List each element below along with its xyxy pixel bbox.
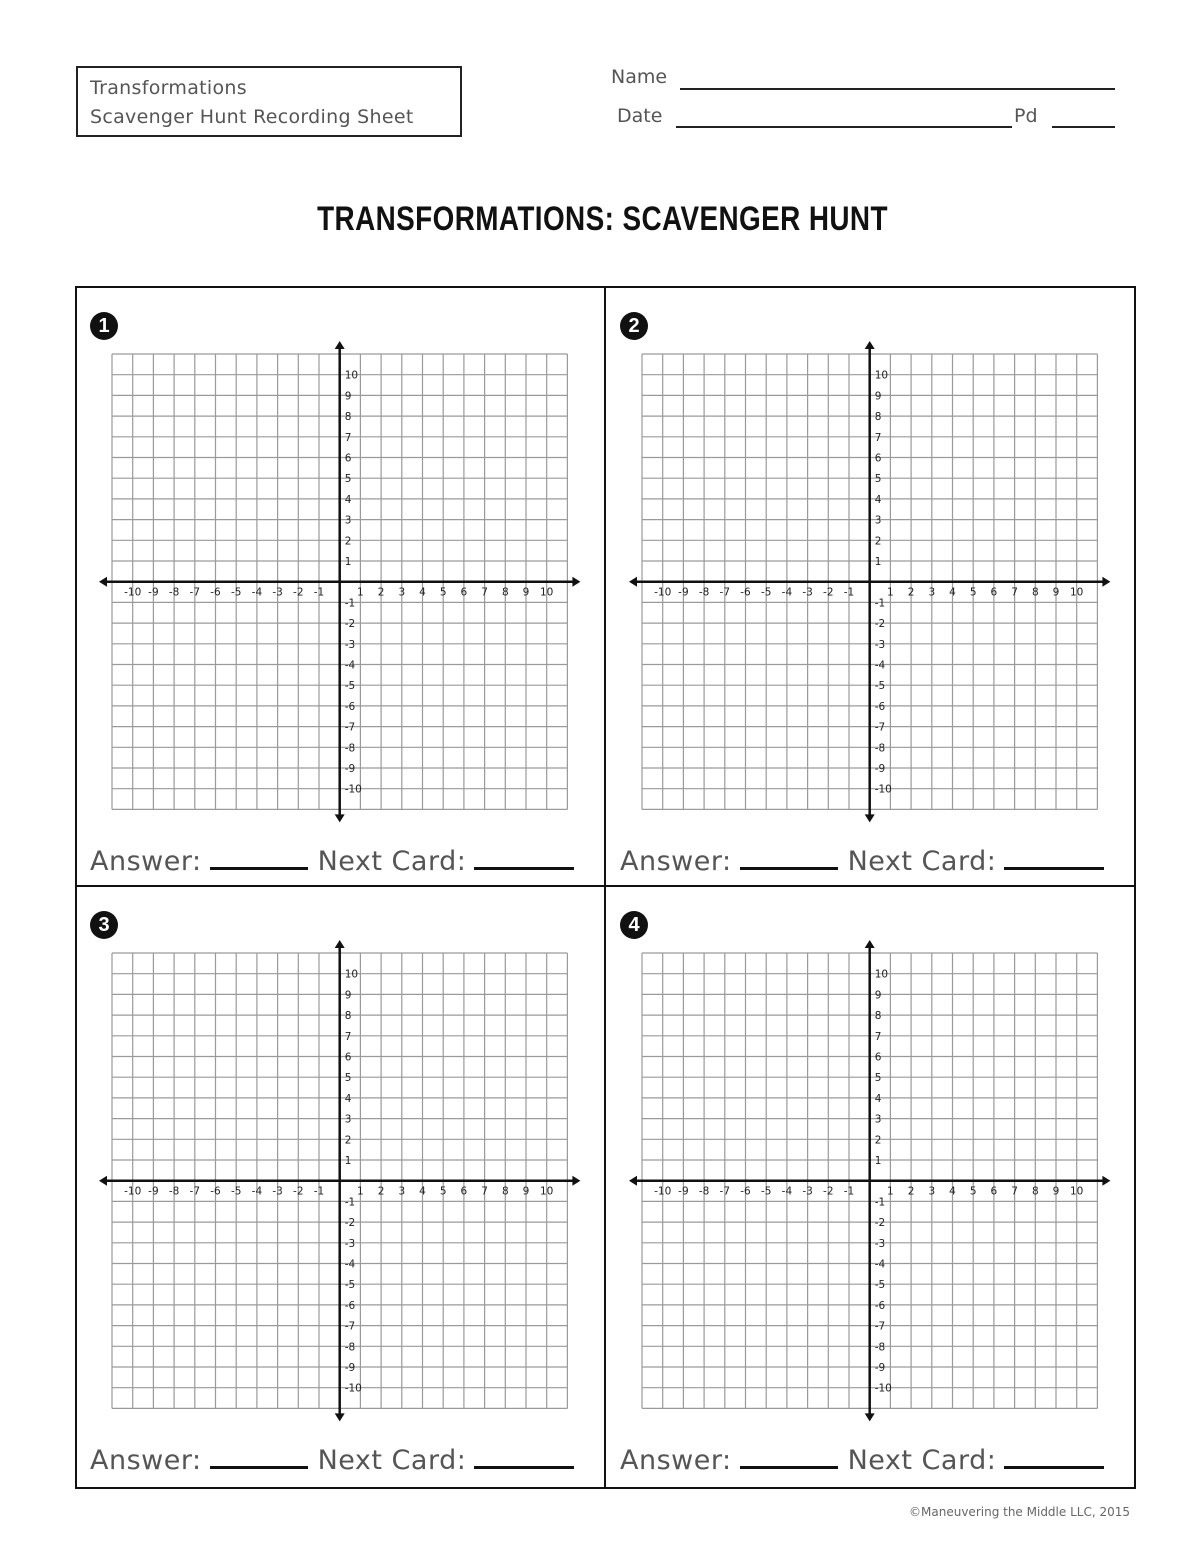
- x-tick-label: 5: [439, 586, 447, 599]
- x-tick-label: 4: [419, 1185, 426, 1198]
- header-title-line-1: Transformations: [90, 77, 247, 99]
- y-tick-label: -1: [874, 597, 886, 610]
- y-axis-up-arrow: [335, 341, 345, 349]
- y-axis-down-arrow: [335, 1413, 345, 1421]
- y-tick-label: 7: [874, 431, 882, 444]
- x-tick-label: 7: [481, 586, 488, 599]
- answer-row: [90, 846, 584, 877]
- x-tick-label: -5: [230, 586, 242, 599]
- y-tick-label: 9: [874, 390, 882, 403]
- x-tick-label: 3: [928, 1185, 936, 1198]
- name-blank[interactable]: [680, 88, 1115, 90]
- next-card-label: Next Card:: [317, 846, 467, 877]
- name-label: Name: [611, 66, 668, 88]
- answer-blank[interactable]: [210, 1462, 308, 1469]
- x-tick-label: -1: [843, 586, 855, 599]
- coordinate-plane[interactable]: [626, 340, 1126, 829]
- x-tick-label: -2: [823, 586, 834, 599]
- x-tick-label: -8: [698, 586, 710, 599]
- y-tick-label: 10: [344, 968, 359, 981]
- y-tick-label: 4: [874, 1092, 882, 1105]
- y-tick-label: -1: [344, 1196, 356, 1209]
- date-row: [617, 105, 662, 127]
- x-tick-label: -8: [168, 1185, 180, 1198]
- x-tick-label: 3: [398, 1185, 406, 1198]
- next-card-label: Next Card:: [317, 1445, 467, 1476]
- y-tick-label: -8: [874, 1341, 886, 1354]
- x-tick-label: 7: [1011, 586, 1018, 599]
- x-tick-label: 1: [357, 586, 364, 599]
- x-tick-label: 2: [377, 1185, 385, 1198]
- x-tick-label: -5: [230, 1185, 242, 1198]
- x-tick-label: 2: [907, 1185, 915, 1198]
- x-tick-label: 6: [990, 586, 998, 599]
- x-tick-label: 7: [481, 1185, 488, 1198]
- copyright-footer: ©Maneuvering the Middle LLC, 2015: [909, 1505, 1130, 1519]
- period-label: Pd: [1014, 105, 1038, 127]
- y-tick-label: -6: [874, 1299, 886, 1312]
- y-tick-label: 1: [344, 556, 352, 568]
- y-tick-label: 7: [344, 431, 352, 444]
- date-label: Date: [617, 105, 663, 127]
- y-tick-label: 5: [344, 473, 352, 486]
- x-tick-label: 3: [928, 586, 936, 599]
- y-tick-label: -1: [344, 597, 356, 610]
- next-card-label: Next Card:: [847, 846, 997, 877]
- x-tick-label: -10: [654, 586, 672, 599]
- x-tick-label: -8: [698, 1185, 710, 1198]
- x-tick-label: 9: [1052, 586, 1060, 599]
- coordinate-plane[interactable]: [96, 340, 596, 829]
- name-row: [611, 66, 667, 88]
- y-tick-label: 4: [874, 493, 882, 506]
- y-tick-label: 1: [874, 1155, 882, 1167]
- answer-label: Answer:: [620, 1445, 732, 1476]
- x-tick-label: 10: [540, 1185, 554, 1198]
- answer-label: Answer:: [90, 846, 202, 877]
- y-tick-label: 8: [344, 411, 352, 424]
- y-tick-label: 8: [344, 1010, 352, 1023]
- y-tick-label: 8: [874, 411, 882, 424]
- y-tick-label: 3: [344, 1113, 352, 1126]
- x-tick-label: 1: [357, 1185, 364, 1198]
- answer-row: [90, 1445, 584, 1476]
- x-axis-right-arrow: [1102, 1176, 1110, 1186]
- y-tick-label: -4: [874, 1258, 886, 1271]
- header-title-box: [76, 66, 462, 137]
- y-tick-label: -6: [344, 1299, 356, 1312]
- x-tick-label: -5: [760, 1185, 772, 1198]
- answer-label: Answer:: [90, 1445, 202, 1476]
- y-tick-label: 10: [344, 369, 359, 382]
- x-tick-label: 6: [460, 1185, 468, 1198]
- problem-number-badge: 1: [90, 312, 118, 340]
- y-tick-label: 6: [874, 1051, 882, 1064]
- y-tick-label: 9: [344, 390, 352, 403]
- y-tick-label: -4: [874, 659, 886, 672]
- y-tick-label: -5: [874, 1279, 886, 1292]
- x-axis-left-arrow: [99, 1176, 107, 1186]
- x-tick-label: 2: [377, 586, 385, 599]
- answer-row: [620, 846, 1114, 877]
- y-tick-label: -7: [874, 1320, 886, 1333]
- x-tick-label: 6: [990, 1185, 998, 1198]
- next-card-blank[interactable]: [1004, 863, 1104, 870]
- y-axis-down-arrow: [865, 1413, 875, 1421]
- x-tick-label: -7: [719, 586, 731, 599]
- next-card-blank[interactable]: [474, 1462, 574, 1469]
- y-tick-label: 10: [874, 968, 889, 981]
- x-tick-label: 3: [398, 586, 406, 599]
- answer-row: [620, 1445, 1114, 1476]
- period-row: [1014, 105, 1038, 127]
- y-tick-label: -2: [874, 618, 886, 631]
- x-tick-label: -3: [802, 1185, 813, 1198]
- y-tick-label: -9: [874, 763, 886, 775]
- x-tick-label: -3: [272, 1185, 283, 1198]
- y-tick-label: 7: [344, 1030, 352, 1043]
- x-tick-label: -7: [189, 586, 201, 599]
- answer-blank[interactable]: [210, 863, 308, 870]
- next-card-blank[interactable]: [474, 863, 574, 870]
- y-tick-label: -5: [344, 680, 356, 693]
- y-axis-down-arrow: [335, 814, 345, 822]
- y-tick-label: -3: [874, 1237, 886, 1250]
- y-tick-label: -4: [344, 1258, 356, 1271]
- next-card-label: Next Card:: [847, 1445, 997, 1476]
- x-tick-label: -1: [843, 1185, 855, 1198]
- x-axis-right-arrow: [1102, 577, 1110, 587]
- x-tick-label: -2: [293, 586, 304, 599]
- x-tick-label: -2: [293, 1185, 304, 1198]
- y-tick-label: -4: [344, 659, 356, 672]
- y-tick-label: -2: [344, 618, 356, 631]
- y-tick-label: -3: [344, 1237, 356, 1250]
- x-tick-label: -3: [272, 586, 283, 599]
- x-tick-label: 10: [1070, 1185, 1084, 1198]
- x-tick-label: 10: [540, 586, 554, 599]
- x-tick-label: -6: [740, 586, 751, 599]
- x-tick-label: 5: [969, 1185, 977, 1198]
- page-title: TRANSFORMATIONS: SCAVENGER HUNT: [317, 200, 888, 238]
- y-tick-label: -9: [344, 763, 356, 775]
- problem-cell-1: [76, 288, 606, 888]
- x-tick-label: 1: [887, 586, 894, 599]
- x-tick-label: -10: [124, 586, 142, 599]
- x-tick-label: -9: [678, 586, 689, 599]
- y-tick-label: 2: [874, 1134, 882, 1147]
- x-axis-right-arrow: [572, 577, 580, 587]
- y-tick-label: 4: [344, 493, 352, 506]
- problem-number-badge: 2: [620, 312, 648, 340]
- x-tick-label: -9: [678, 1185, 689, 1198]
- problem-number-badge: 3: [90, 911, 118, 939]
- y-tick-label: 4: [344, 1092, 352, 1105]
- y-tick-label: -1: [874, 1196, 886, 1209]
- y-tick-label: 2: [874, 535, 882, 548]
- y-tick-label: 10: [874, 369, 889, 382]
- x-tick-label: -4: [781, 586, 793, 599]
- x-tick-label: 2: [907, 586, 915, 599]
- x-tick-label: -6: [210, 586, 221, 599]
- y-tick-label: -6: [344, 700, 356, 713]
- y-axis-up-arrow: [865, 940, 875, 948]
- y-tick-label: 5: [344, 1072, 352, 1085]
- x-tick-label: 4: [949, 586, 956, 599]
- x-tick-label: 9: [522, 1185, 530, 1198]
- y-tick-label: -5: [874, 680, 886, 693]
- y-tick-label: 1: [344, 1155, 352, 1167]
- y-tick-label: 6: [344, 1051, 352, 1064]
- y-tick-label: -9: [874, 1362, 886, 1374]
- x-tick-label: 8: [501, 1185, 509, 1198]
- x-axis-left-arrow: [629, 577, 637, 587]
- y-tick-label: 5: [874, 1072, 882, 1085]
- y-tick-label: -6: [874, 700, 886, 713]
- y-tick-label: -7: [344, 721, 356, 734]
- y-tick-label: -5: [344, 1279, 356, 1292]
- x-tick-label: -4: [781, 1185, 793, 1198]
- y-tick-label: 3: [344, 514, 352, 527]
- y-axis-up-arrow: [335, 940, 345, 948]
- coordinate-plane[interactable]: [96, 939, 596, 1428]
- x-tick-label: 1: [887, 1185, 894, 1198]
- y-tick-label: -7: [874, 721, 886, 734]
- x-tick-label: 6: [460, 586, 468, 599]
- x-tick-label: 7: [1011, 1185, 1018, 1198]
- y-tick-label: -2: [344, 1217, 356, 1230]
- x-tick-label: -2: [823, 1185, 834, 1198]
- x-tick-label: -7: [719, 1185, 731, 1198]
- y-tick-label: 7: [874, 1030, 882, 1043]
- x-tick-label: 9: [1052, 1185, 1060, 1198]
- y-tick-label: 9: [344, 989, 352, 1002]
- x-tick-label: -6: [210, 1185, 221, 1198]
- problem-number-badge: 4: [620, 911, 648, 939]
- x-tick-label: 8: [501, 586, 509, 599]
- y-tick-label: 3: [874, 514, 882, 527]
- y-tick-label: 2: [344, 1134, 352, 1147]
- problem-cell-3: [76, 887, 606, 1487]
- x-tick-label: -6: [740, 1185, 751, 1198]
- x-tick-label: -10: [124, 1185, 142, 1198]
- y-tick-label: -3: [874, 638, 886, 651]
- x-axis-left-arrow: [629, 1176, 637, 1186]
- x-axis-right-arrow: [572, 1176, 580, 1186]
- y-tick-label: 5: [874, 473, 882, 486]
- x-tick-label: 4: [419, 586, 426, 599]
- y-tick-label: -7: [344, 1320, 356, 1333]
- x-tick-label: -4: [251, 586, 263, 599]
- problem-cell-4: [606, 887, 1136, 1487]
- next-card-blank[interactable]: [1004, 1462, 1104, 1469]
- x-tick-label: 8: [1031, 1185, 1039, 1198]
- x-tick-label: -1: [313, 586, 325, 599]
- x-tick-label: -4: [251, 1185, 263, 1198]
- y-tick-label: -3: [344, 638, 356, 651]
- y-tick-label: -10: [874, 783, 892, 796]
- y-axis-down-arrow: [865, 814, 875, 822]
- period-blank[interactable]: [1052, 126, 1115, 128]
- x-tick-label: -8: [168, 586, 180, 599]
- x-tick-label: -9: [148, 586, 159, 599]
- header-title-line-2: Scavenger Hunt Recording Sheet: [90, 106, 414, 128]
- y-tick-label: 9: [874, 989, 882, 1002]
- y-tick-label: -10: [344, 1382, 362, 1395]
- y-tick-label: -9: [344, 1362, 356, 1374]
- y-tick-label: -8: [344, 742, 356, 755]
- x-tick-label: -7: [189, 1185, 201, 1198]
- x-tick-label: -1: [313, 1185, 325, 1198]
- x-tick-label: 5: [969, 586, 977, 599]
- coordinate-plane[interactable]: [626, 939, 1126, 1428]
- x-tick-label: -9: [148, 1185, 159, 1198]
- x-tick-label: 4: [949, 1185, 956, 1198]
- problem-cell-2: [606, 288, 1136, 888]
- y-tick-label: 8: [874, 1010, 882, 1023]
- y-tick-label: 3: [874, 1113, 882, 1126]
- y-tick-label: 6: [874, 452, 882, 465]
- x-tick-label: -5: [760, 586, 772, 599]
- answer-label: Answer:: [620, 846, 732, 877]
- y-tick-label: 1: [874, 556, 882, 568]
- y-tick-label: 2: [344, 535, 352, 548]
- x-tick-label: -10: [654, 1185, 672, 1198]
- answer-blank[interactable]: [740, 1462, 838, 1469]
- x-tick-label: 5: [439, 1185, 447, 1198]
- x-tick-label: 10: [1070, 586, 1084, 599]
- y-tick-label: 6: [344, 452, 352, 465]
- date-blank[interactable]: [676, 126, 1012, 128]
- y-tick-label: -10: [874, 1382, 892, 1395]
- y-tick-label: -8: [874, 742, 886, 755]
- x-axis-left-arrow: [99, 577, 107, 587]
- y-tick-label: -8: [344, 1341, 356, 1354]
- y-tick-label: -2: [874, 1217, 886, 1230]
- y-axis-up-arrow: [865, 341, 875, 349]
- x-tick-label: 9: [522, 586, 530, 599]
- answer-blank[interactable]: [740, 863, 838, 870]
- x-tick-label: 8: [1031, 586, 1039, 599]
- y-tick-label: -10: [344, 783, 362, 796]
- x-tick-label: -3: [802, 586, 813, 599]
